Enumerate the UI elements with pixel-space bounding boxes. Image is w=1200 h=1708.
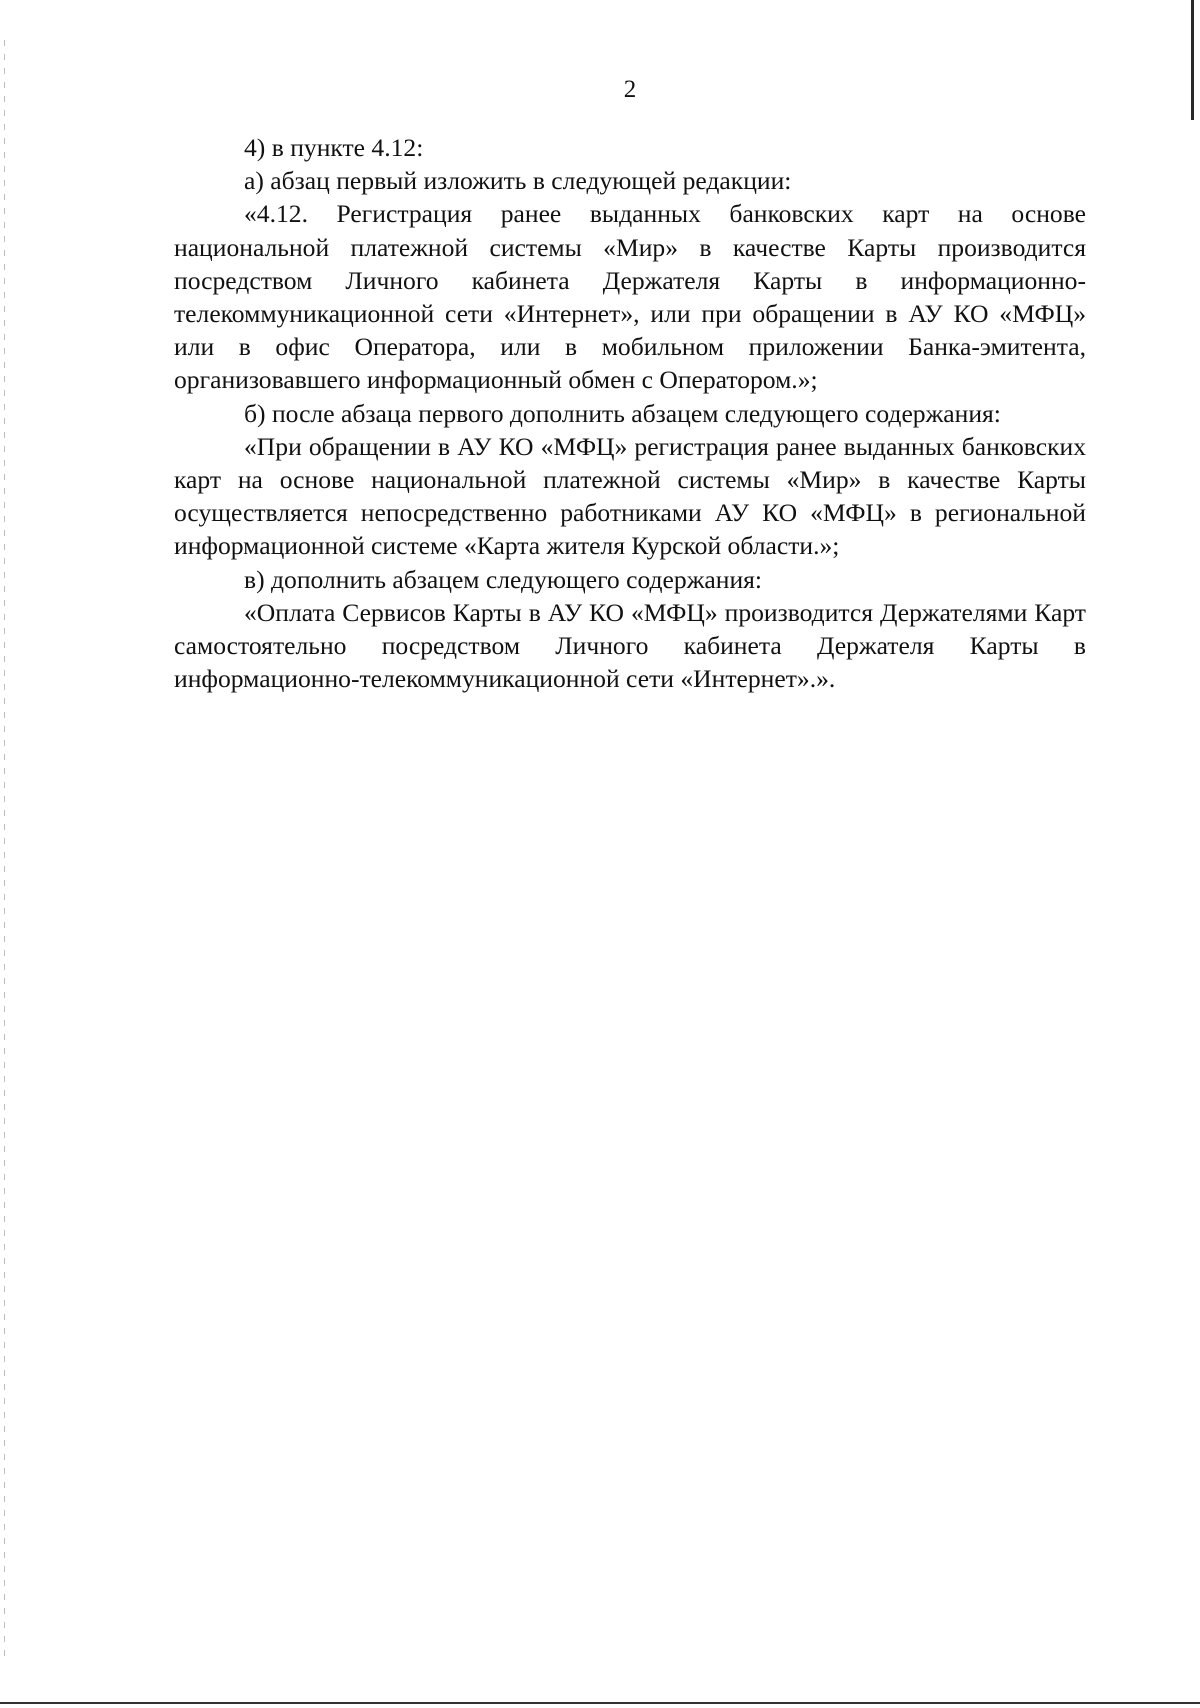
paragraph-item-4: 4) в пункте 4.12: bbox=[244, 133, 424, 162]
paragraph-subitem-a: а) абзац первый изложить в следующей редакции: bbox=[244, 166, 792, 196]
paragraph-subitem-v: в) дополнить абзацем следующего содержания: bbox=[244, 564, 763, 594]
document-body bbox=[174, 131, 1086, 695]
paragraph-quote-payment: «Оплата Сервисов Карты в АУ КО «МФЦ» производится Держателями Карт самостоятельно посредством Личного кабинета Держателя Карты в информационно-телекоммуникационной сети «Интернет».». bbox=[174, 597, 1086, 694]
paragraph-quote-mfc-registration: «При обращении в АУ КО «МФЦ» регистрация ранее выданных банковских карт на основе национальной платежной системы «Мир» в качестве Карты осуществляется непосредственно работниками АУ КО «МФЦ» в региональной информационной системе «Карта жителя Курской области.»; bbox=[174, 431, 1086, 561]
scan-edge-left bbox=[4, 40, 5, 1660]
paragraph-quote-4-12: «4.12. Регистрация ранее выданных банковских карт на основе национальной платежной системы «Мир» в качестве Карты производится посредством Личного кабинета Держателя Карты в информационно-телекоммуникационной сети «Интернет», или при обращении в АУ КО «МФЦ» или в офис Оператора, или в мобильном приложении Банка-эмитента, организовавшего информационный обмен с Оператором.»; bbox=[174, 199, 1086, 395]
scan-edge-bottom bbox=[0, 1702, 1200, 1704]
paragraph-subitem-b: б) после абзаца первого дополнить абзацем следующего содержания: bbox=[244, 398, 1001, 428]
page-number: 2 bbox=[623, 76, 637, 103]
